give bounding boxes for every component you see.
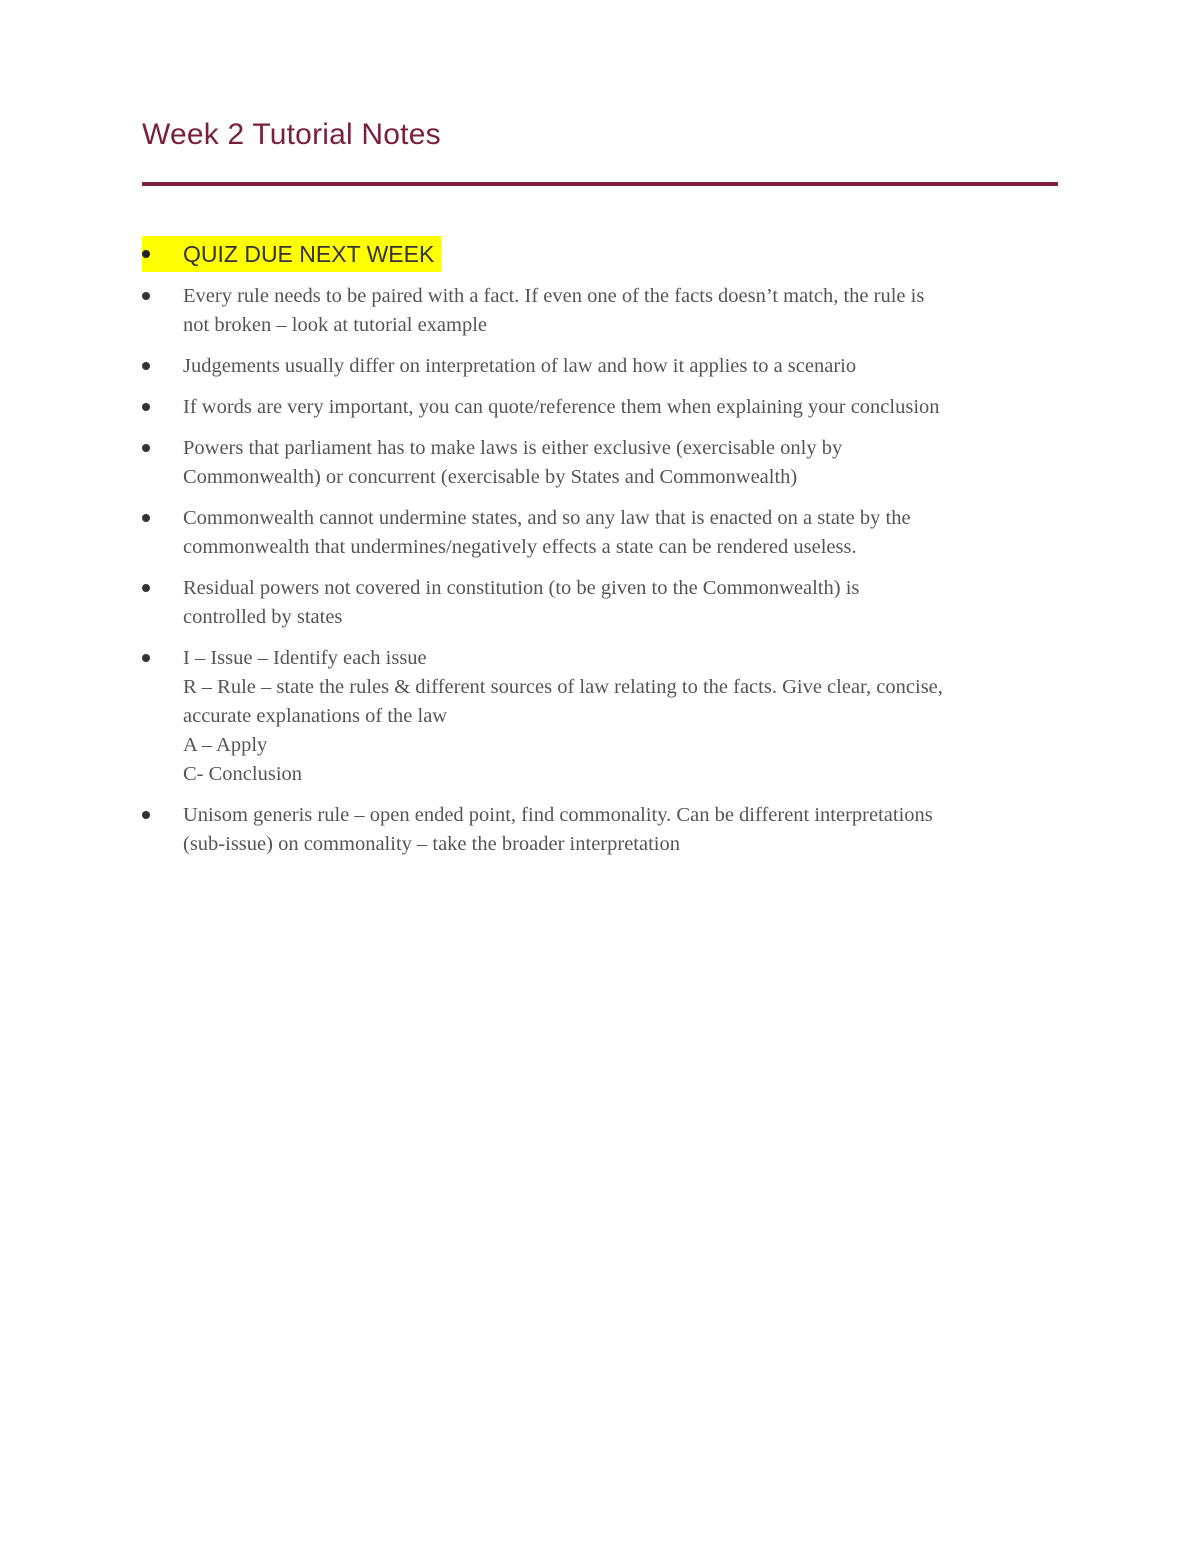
page-title: Week 2 Tutorial Notes — [142, 118, 441, 151]
bullet-icon — [142, 654, 150, 662]
highlight-wrap — [142, 236, 1062, 272]
list-item — [142, 352, 1062, 381]
title-underline — [142, 182, 1058, 186]
note-text-line: If words are very important, you can quote/reference them when explaining your conclusion — [183, 396, 940, 418]
list-item — [142, 644, 1062, 789]
note-text-line: (sub-issue) on commonality – take the broader interpretation — [183, 833, 680, 855]
list-item — [142, 504, 1062, 562]
note-text-line: Residual powers not covered in constitution (to be given to the Commonwealth) is — [183, 577, 860, 599]
note-text-line: I – Issue – Identify each issue — [183, 647, 427, 669]
note-text-line: Commonwealth) or concurrent (exercisable by States and Commonwealth) — [183, 466, 798, 488]
list-item — [142, 434, 1062, 492]
bullet-icon — [142, 811, 150, 819]
list-item-highlight — [142, 236, 1062, 272]
bullet-icon — [142, 292, 150, 300]
bullet-icon — [142, 444, 150, 452]
note-text-line: Powers that parliament has to make laws is either exclusive (exercisable only by — [183, 437, 843, 459]
notes-list — [142, 236, 1062, 871]
highlighted-note: QUIZ DUE NEXT WEEK — [183, 236, 441, 272]
bullet-icon — [142, 584, 150, 592]
note-text-line: not broken – look at tutorial example — [183, 314, 488, 336]
note-text-line: Every rule needs to be paired with a fact. If even one of the facts doesn’t match, the rule is — [183, 285, 925, 307]
list-item — [142, 282, 1062, 340]
note-text-line: controlled by states — [183, 606, 343, 628]
list-item — [142, 574, 1062, 632]
bullet-icon — [142, 250, 150, 258]
note-text-line: Unisom generis rule – open ended point, find commonality. Can be different interpretations — [183, 804, 933, 826]
note-text-line: Commonwealth cannot undermine states, and so any law that is enacted on a state by the — [183, 507, 911, 529]
bullet-icon — [142, 362, 150, 370]
list-item — [142, 393, 1062, 422]
list-item — [142, 801, 1062, 859]
note-text-line: commonwealth that undermines/negatively effects a state can be rendered useless. — [183, 536, 857, 558]
note-text-line: R – Rule – state the rules & different sources of law relating to the facts. Give clear, concise, — [183, 676, 943, 698]
note-text-line: A – Apply — [183, 734, 268, 756]
note-text-line: accurate explanations of the law — [183, 705, 448, 727]
note-text-line: C- Conclusion — [183, 763, 303, 785]
bullet-icon — [142, 514, 150, 522]
note-text-line: Judgements usually differ on interpretation of law and how it applies to a scenario — [183, 355, 857, 377]
bullet-icon — [142, 403, 150, 411]
